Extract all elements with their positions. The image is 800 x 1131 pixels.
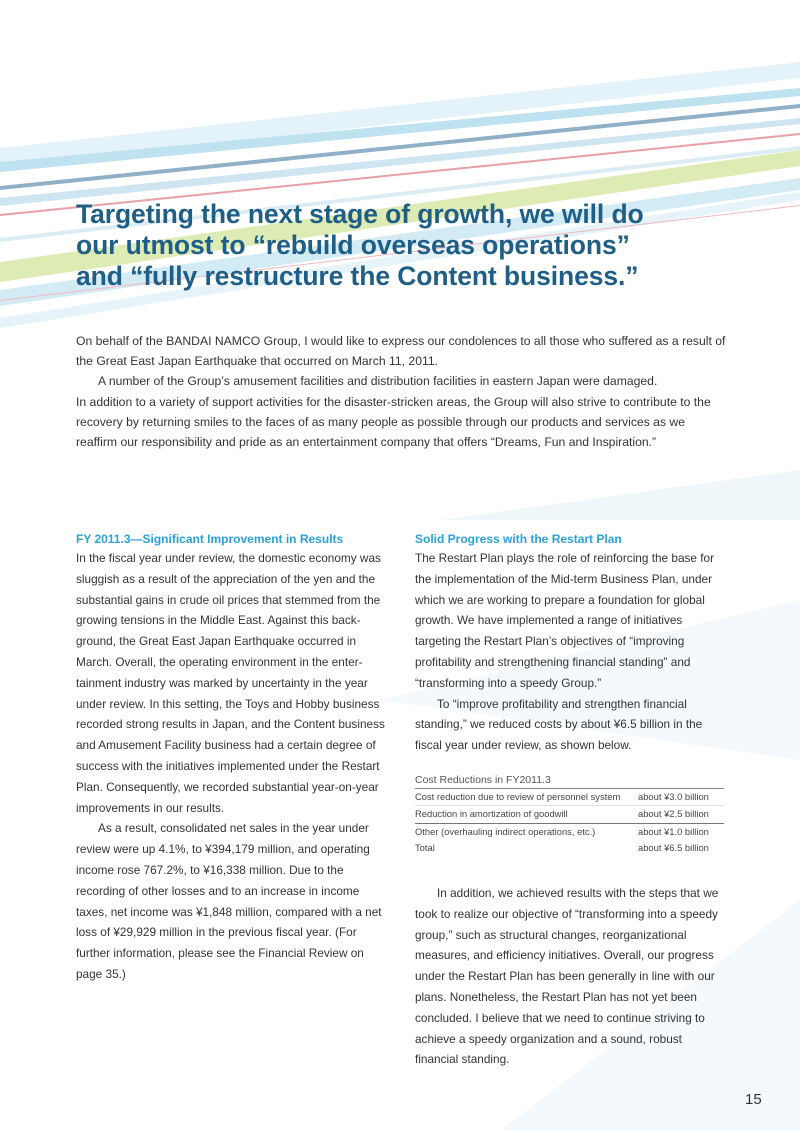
left-paragraph-1: In the fiscal year under review, the domestic economy was sluggish as a result of the appreciation of the yen and the substantial gains in crude oil prices that stemmed from the growing tensions in the Middle East. Against this back-ground, the Great East Japan Earthquake occurred in March. Overall, the operating environment in the enter-tainment industry was marked by uncertainty in the year under review. In this setting, the Toys and Hobby business recorded strong results in Japan, and the Content business and Amusement Facility business had a certain degree of success with the initiatives implemented under the Restart Plan. Consequently, we recorded substantial year-on-year improvements in our results. <box>76 551 385 815</box>
cost-amount: about ¥3.0 billion <box>638 790 709 802</box>
cost-amount: about ¥6.5 billion <box>638 842 709 854</box>
right-paragraph-3: In addition, we achieved results with the steps that we took to realize our objective of “transforming into a speedy group,” such as structural changes, reorganizational measures, and efficiency initiatives. Overall, our progress under the Restart Plan has been generally in line with our plans. Nonetheless, the Restart Plan has not yet been concluded. I believe that we need to continue striving to achieve a speedy organization and a sound, robust financial standing. <box>415 885 719 1067</box>
headline-line-2: our utmost to “rebuild overseas operations” <box>76 230 630 260</box>
cost-table-total-row <box>415 840 724 857</box>
left-column <box>76 530 388 985</box>
left-column-heading: FY 2011.3—Significant Improvement in Results <box>76 532 344 546</box>
right-column <box>415 530 727 1070</box>
cost-reductions-table <box>415 772 724 857</box>
intro-paragraph-1: On behalf of the BANDAI NAMCO Group, I would like to express our condolences to all those who suffered as a result of the Great East Japan Earthquake that occurred on March 11, 2011. <box>76 334 726 369</box>
cost-table-row <box>415 824 724 841</box>
cost-item: Cost reduction due to review of personnel system <box>415 790 621 802</box>
intro-section <box>76 331 726 452</box>
cost-item: Other (overhauling indirect operations, etc.) <box>415 825 596 837</box>
cost-item: Reduction in amortization of goodwill <box>415 808 568 820</box>
cost-table-row <box>415 806 724 824</box>
cost-item: Total <box>415 842 435 854</box>
right-paragraph-2: To “improve profitability and strengthen financial standing,” we reduced costs by about ¥6.5 billion in the fiscal year under review, as shown below. <box>415 696 703 753</box>
headline-line-1: Targeting the next stage of growth, we will do <box>76 199 644 229</box>
cost-table-title: Cost Reductions in FY2011.3 <box>415 772 724 789</box>
left-paragraph-2: As a result, consolidated net sales in the year under review were up 4.1%, to ¥394,179 million, and operating income rose 767.2%, to ¥16,338 million. Due to the recording of other losses and to an increase in income taxes, net income was ¥1,848 million, compared with a net loss of ¥29,929 million in the previous fiscal year. (For further information, please see the Financial Review on page 35.) <box>76 821 382 981</box>
cost-table-row <box>415 789 724 807</box>
cost-amount: about ¥2.5 billion <box>638 808 709 820</box>
right-paragraph-1: The Restart Plan plays the role of reinforcing the base for the implementation of the Mid-term Business Plan, under which we are working to prepare a foundation for global growth. We have implemented a range of initiatives targeting the Restart Plan’s objectives of “improving profitability and strengthening financial standing” and “transforming into a speedy Group.” <box>415 551 715 690</box>
cost-amount: about ¥1.0 billion <box>638 825 709 837</box>
page-headline <box>76 199 756 292</box>
intro-paragraph-3: In addition to a variety of support activities for the disaster-stricken areas, the Group will also strive to contribute to the recovery by returning smiles to the faces of as many people as possible through our products and services as we reaffirm our responsibility and pride as an entertainment company that offers “Dreams, Fun and Inspiration.” <box>76 394 711 450</box>
right-column-heading: Solid Progress with the Restart Plan <box>415 532 622 546</box>
page-number: 15 <box>745 1091 762 1108</box>
intro-paragraph-2: A number of the Group’s amusement facilities and distribution facilities in eastern Japan were damaged. <box>98 374 658 389</box>
headline-line-3: and “fully restructure the Content business.” <box>76 261 639 291</box>
